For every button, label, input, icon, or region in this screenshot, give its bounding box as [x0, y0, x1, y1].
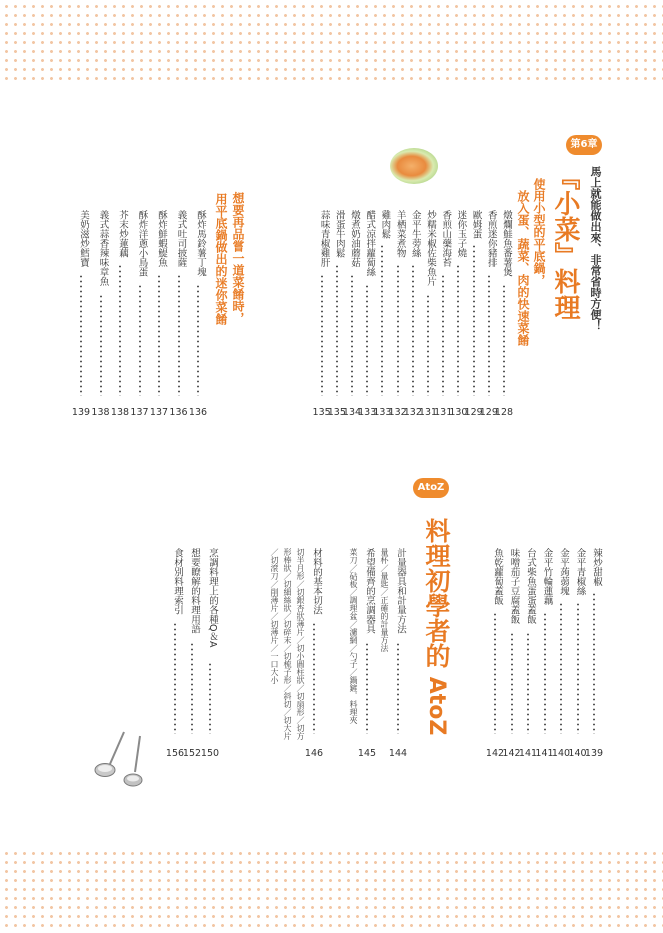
atoz-item-0	[589, 548, 603, 740]
dish-photo	[390, 148, 438, 184]
ch6b-item-3-dots	[139, 284, 141, 396]
atoz-item-2	[556, 548, 570, 740]
atoz-basic-4-page: 152	[182, 748, 202, 759]
ch6-item-8-title: 雞肉鬆	[379, 210, 391, 239]
atoz-item-0-page: 139	[584, 748, 604, 759]
ch6b-item-5	[96, 210, 110, 402]
atoz-item-6	[490, 548, 504, 740]
ch6-item-8	[377, 210, 391, 402]
atoz-badge: AtoZ	[413, 478, 449, 498]
atoz-item-2-page: 140	[551, 748, 571, 759]
ch6b-item-1-page: 136	[169, 407, 188, 418]
ch6-item-10	[347, 210, 361, 402]
ch6-item-4-page: 131	[434, 407, 453, 418]
atoz-item-6-title: 魚乾蘿蔔蓋飯	[492, 548, 503, 605]
ch6-item-10-title: 燉煮奶油蘑菇	[349, 210, 360, 267]
atoz-basic-0	[393, 548, 407, 740]
atoz-basic-4-dots	[191, 642, 193, 734]
atoz-basic-1-title: 希望備齊的烹調器具	[364, 548, 375, 634]
ch6-item-7-title: 羊栖菜煮物	[394, 210, 406, 258]
ch6-item-5-dots	[427, 294, 429, 396]
atoz-item-3	[540, 548, 554, 740]
ch6-item-11-dots	[336, 264, 338, 396]
top-dot-pattern	[0, 0, 663, 86]
atoz-basic-0-page: 144	[388, 748, 408, 759]
ch6-item-3	[453, 210, 467, 402]
ch6b-item-4-dots	[119, 264, 121, 396]
ch6b-item-2-page: 137	[149, 407, 169, 418]
ch6-item-1-title: 香煎迷你豬排	[485, 210, 497, 267]
atoz-basic-2-detail-1: 形棒狀／切細絲狀／切碎末／切梳子形／斜切／切大片	[283, 548, 292, 740]
ch6-item-3-title: 迷你玉子燒	[455, 210, 467, 258]
atoz-item-4-title: 台式柴魚蛋蛋蓋飯	[525, 548, 536, 624]
atoz-basic-5-page: 156	[165, 748, 185, 759]
atoz-basic-2-detail-0: 切半月形／切銀杏狀薄片／切小圓柱狀／切扇形／切方	[296, 548, 305, 740]
atoz-title-latin: AtoZ	[424, 676, 449, 736]
ch6-item-7-page: 132	[388, 407, 407, 418]
atoz-item-3-dots	[544, 612, 546, 734]
ch6-item-1-page: 129	[479, 407, 498, 418]
ch6-item-6-dots	[412, 264, 414, 396]
ch6b-item-1-dots	[178, 274, 180, 396]
ch6-item-4	[438, 210, 452, 402]
ch6b-item-4	[115, 210, 129, 402]
atoz-item-0-dots	[593, 592, 595, 734]
section-heading-2a: 想要再品嘗一道菜餚時，	[231, 192, 245, 324]
ch6-item-12-page: 135	[312, 407, 331, 418]
ch6-item-3-dots	[457, 264, 459, 396]
ch6b-item-3-title: 酥炸洋蔥小鳥蛋	[136, 210, 148, 277]
atoz-basic-3	[205, 548, 219, 740]
atoz-item-6-page: 142	[485, 748, 505, 759]
ch6b-item-5-dots	[100, 294, 102, 396]
atoz-basic-5-title: 食材別料理索引	[172, 548, 183, 615]
atoz-item-1-title: 金平青椒絲	[574, 548, 586, 596]
ch6-item-0-page: 128	[494, 407, 514, 418]
ch6-item-12	[317, 210, 331, 402]
ch6-item-9-title: 醋式涼拌蘿蔔絲	[364, 210, 376, 277]
atoz-basic-5-dots	[174, 622, 176, 734]
ch6b-item-2-title: 酥炸鮮蝦鯷魚	[156, 210, 167, 267]
ch6b-item-1-title: 義式吐司披薩	[175, 210, 187, 267]
ch6b-item-1	[174, 210, 188, 402]
atoz-basic-2-dots	[313, 622, 315, 734]
atoz-title-text: 料理初學者的	[422, 518, 451, 668]
atoz-item-5-page: 142	[502, 748, 521, 759]
ch6-item-7-dots	[397, 264, 399, 396]
ch6-item-9-dots	[366, 284, 368, 396]
ch6b-item-3-page: 137	[130, 407, 149, 418]
ch6-item-0-title: 燉爛鮭魚番薯煲	[501, 210, 512, 277]
section-heading-2b: 用平底鍋做出的迷你菜餚	[214, 193, 228, 325]
atoz-item-3-title: 金平竹輪蓮藕	[541, 548, 553, 605]
ch6-item-1	[484, 210, 498, 402]
ch6b-item-6-page: 139	[71, 407, 91, 418]
ch6b-item-6-title: 美奶滋炒鱈寶	[78, 210, 89, 267]
atoz-item-4-dots	[527, 632, 529, 734]
ch6b-item-0-title: 酥炸馬鈴薯丁塊	[195, 210, 206, 277]
atoz-item-1-page: 140	[568, 748, 587, 759]
ch6-item-11	[332, 210, 346, 402]
ch6b-item-4-page: 138	[110, 407, 130, 418]
ch6-item-2-page: 129	[464, 407, 483, 418]
ch6-item-8-page: 133	[373, 407, 392, 418]
chapter-badge: 第6章	[566, 135, 602, 155]
ch6b-item-4-title: 芥末炒蓮藕	[117, 210, 128, 258]
ch6-item-4-dots	[442, 274, 444, 396]
atoz-item-6-dots	[494, 612, 496, 734]
atoz-basic-3-dots	[209, 662, 211, 734]
ch6-item-0	[499, 210, 513, 402]
ch6-item-7	[393, 210, 407, 402]
atoz-basic-2-detail-2: ／切滾刀／削薄片／切薄片／一口大小	[270, 548, 279, 684]
atoz-basic-4	[187, 548, 201, 740]
ch6b-item-2-dots	[158, 274, 160, 396]
section-heading-1b: 放入蛋、蔬菜、肉的快速菜餚	[516, 190, 530, 346]
ch6-item-12-dots	[321, 274, 323, 396]
atoz-basic-2-page: 146	[304, 748, 324, 759]
ch6-item-2-dots	[473, 244, 475, 396]
ch6-item-2	[469, 210, 483, 402]
atoz-basic-4-title: 想要瞭解的料理用語	[189, 548, 200, 634]
atoz-basic-3-page: 150	[200, 748, 220, 759]
ch6b-item-5-title: 義式蒜香辣味章魚	[97, 210, 109, 286]
atoz-item-5-title: 味噌茄子豆腐蓋飯	[508, 548, 520, 624]
atoz-item-5	[507, 548, 521, 740]
atoz-basic-0-title: 計量器具和計量方法	[395, 548, 406, 634]
chapter-tagline: 馬上就能做出來、非常省時方便！	[589, 166, 602, 331]
ch6-item-6-page: 132	[403, 407, 422, 418]
atoz-title	[418, 518, 454, 735]
atoz-basic-1	[362, 548, 376, 740]
atoz-basic-1-detail-0: 菜刀／砧板／調理盆／濾網／勺子／鍋鏟．料理夾	[349, 548, 358, 724]
atoz-item-4-page: 141	[518, 748, 538, 759]
ch6-item-10-page: 134	[342, 407, 362, 418]
atoz-item-0-title: 辣炒甜椒	[591, 548, 602, 586]
ch6b-item-0	[193, 210, 207, 402]
ch6-item-12-title: 蒜味青椒雞肝	[318, 210, 330, 267]
ch6-item-5	[423, 210, 437, 402]
atoz-basic-3-title: 烹調料理上的各種Q＆A	[207, 548, 218, 648]
ch6-item-1-dots	[488, 274, 490, 396]
ch6b-item-6-dots	[80, 274, 82, 396]
ch6-item-3-page: 130	[449, 407, 468, 418]
section-heading-1a: 使用小型的平底鍋，	[532, 178, 546, 286]
atoz-item-3-page: 141	[535, 748, 554, 759]
atoz-basic-2	[309, 548, 323, 740]
atoz-item-5-dots	[511, 632, 513, 734]
ch6-item-4-title: 香煎山藥海苔	[440, 210, 452, 267]
ch6b-item-5-page: 138	[91, 407, 110, 418]
ch6-item-6-title: 金平牛蒡絲	[409, 210, 421, 258]
ch6b-item-3	[135, 210, 149, 402]
atoz-basic-5	[170, 548, 184, 740]
ch6-item-10-dots	[351, 274, 353, 396]
atoz-basic-0-dots	[397, 642, 399, 734]
atoz-item-1	[573, 548, 587, 740]
ch6-item-6	[408, 210, 422, 402]
atoz-basic-1-page: 145	[357, 748, 377, 759]
atoz-basic-1-dots	[366, 642, 368, 734]
ch6-item-11-title: 滑蛋牛肉鬆	[333, 210, 345, 258]
atoz-basic-0-detail-0: 量杯／量匙／正確的計量方法	[380, 548, 389, 652]
ch6-item-9	[362, 210, 376, 402]
ch6b-item-6	[76, 210, 90, 402]
atoz-item-2-title: 金平蒟蒻塊	[558, 548, 569, 596]
ch6b-item-0-dots	[197, 284, 199, 396]
atoz-item-2-dots	[560, 602, 562, 734]
ch6-item-11-page: 135	[327, 407, 346, 418]
ch6b-item-2	[154, 210, 168, 402]
chapter-title: 『小菜』料理	[550, 164, 580, 320]
ch6-item-2-title: 歐姆蛋	[470, 210, 482, 239]
ch6-item-5-title: 炒糯米椒佐柴魚片	[425, 210, 436, 286]
bottom-dot-pattern	[0, 847, 663, 933]
atoz-basic-2-title: 材料的基本切法	[311, 548, 322, 615]
measuring-spoons-illustration	[88, 728, 168, 790]
ch6-item-5-page: 131	[418, 407, 438, 418]
ch6-item-0-dots	[503, 284, 505, 396]
atoz-item-1-dots	[577, 602, 579, 734]
ch6-item-9-page: 133	[358, 407, 377, 418]
atoz-item-4	[523, 548, 537, 740]
ch6b-item-0-page: 136	[188, 407, 208, 418]
ch6-item-8-dots	[381, 244, 383, 396]
